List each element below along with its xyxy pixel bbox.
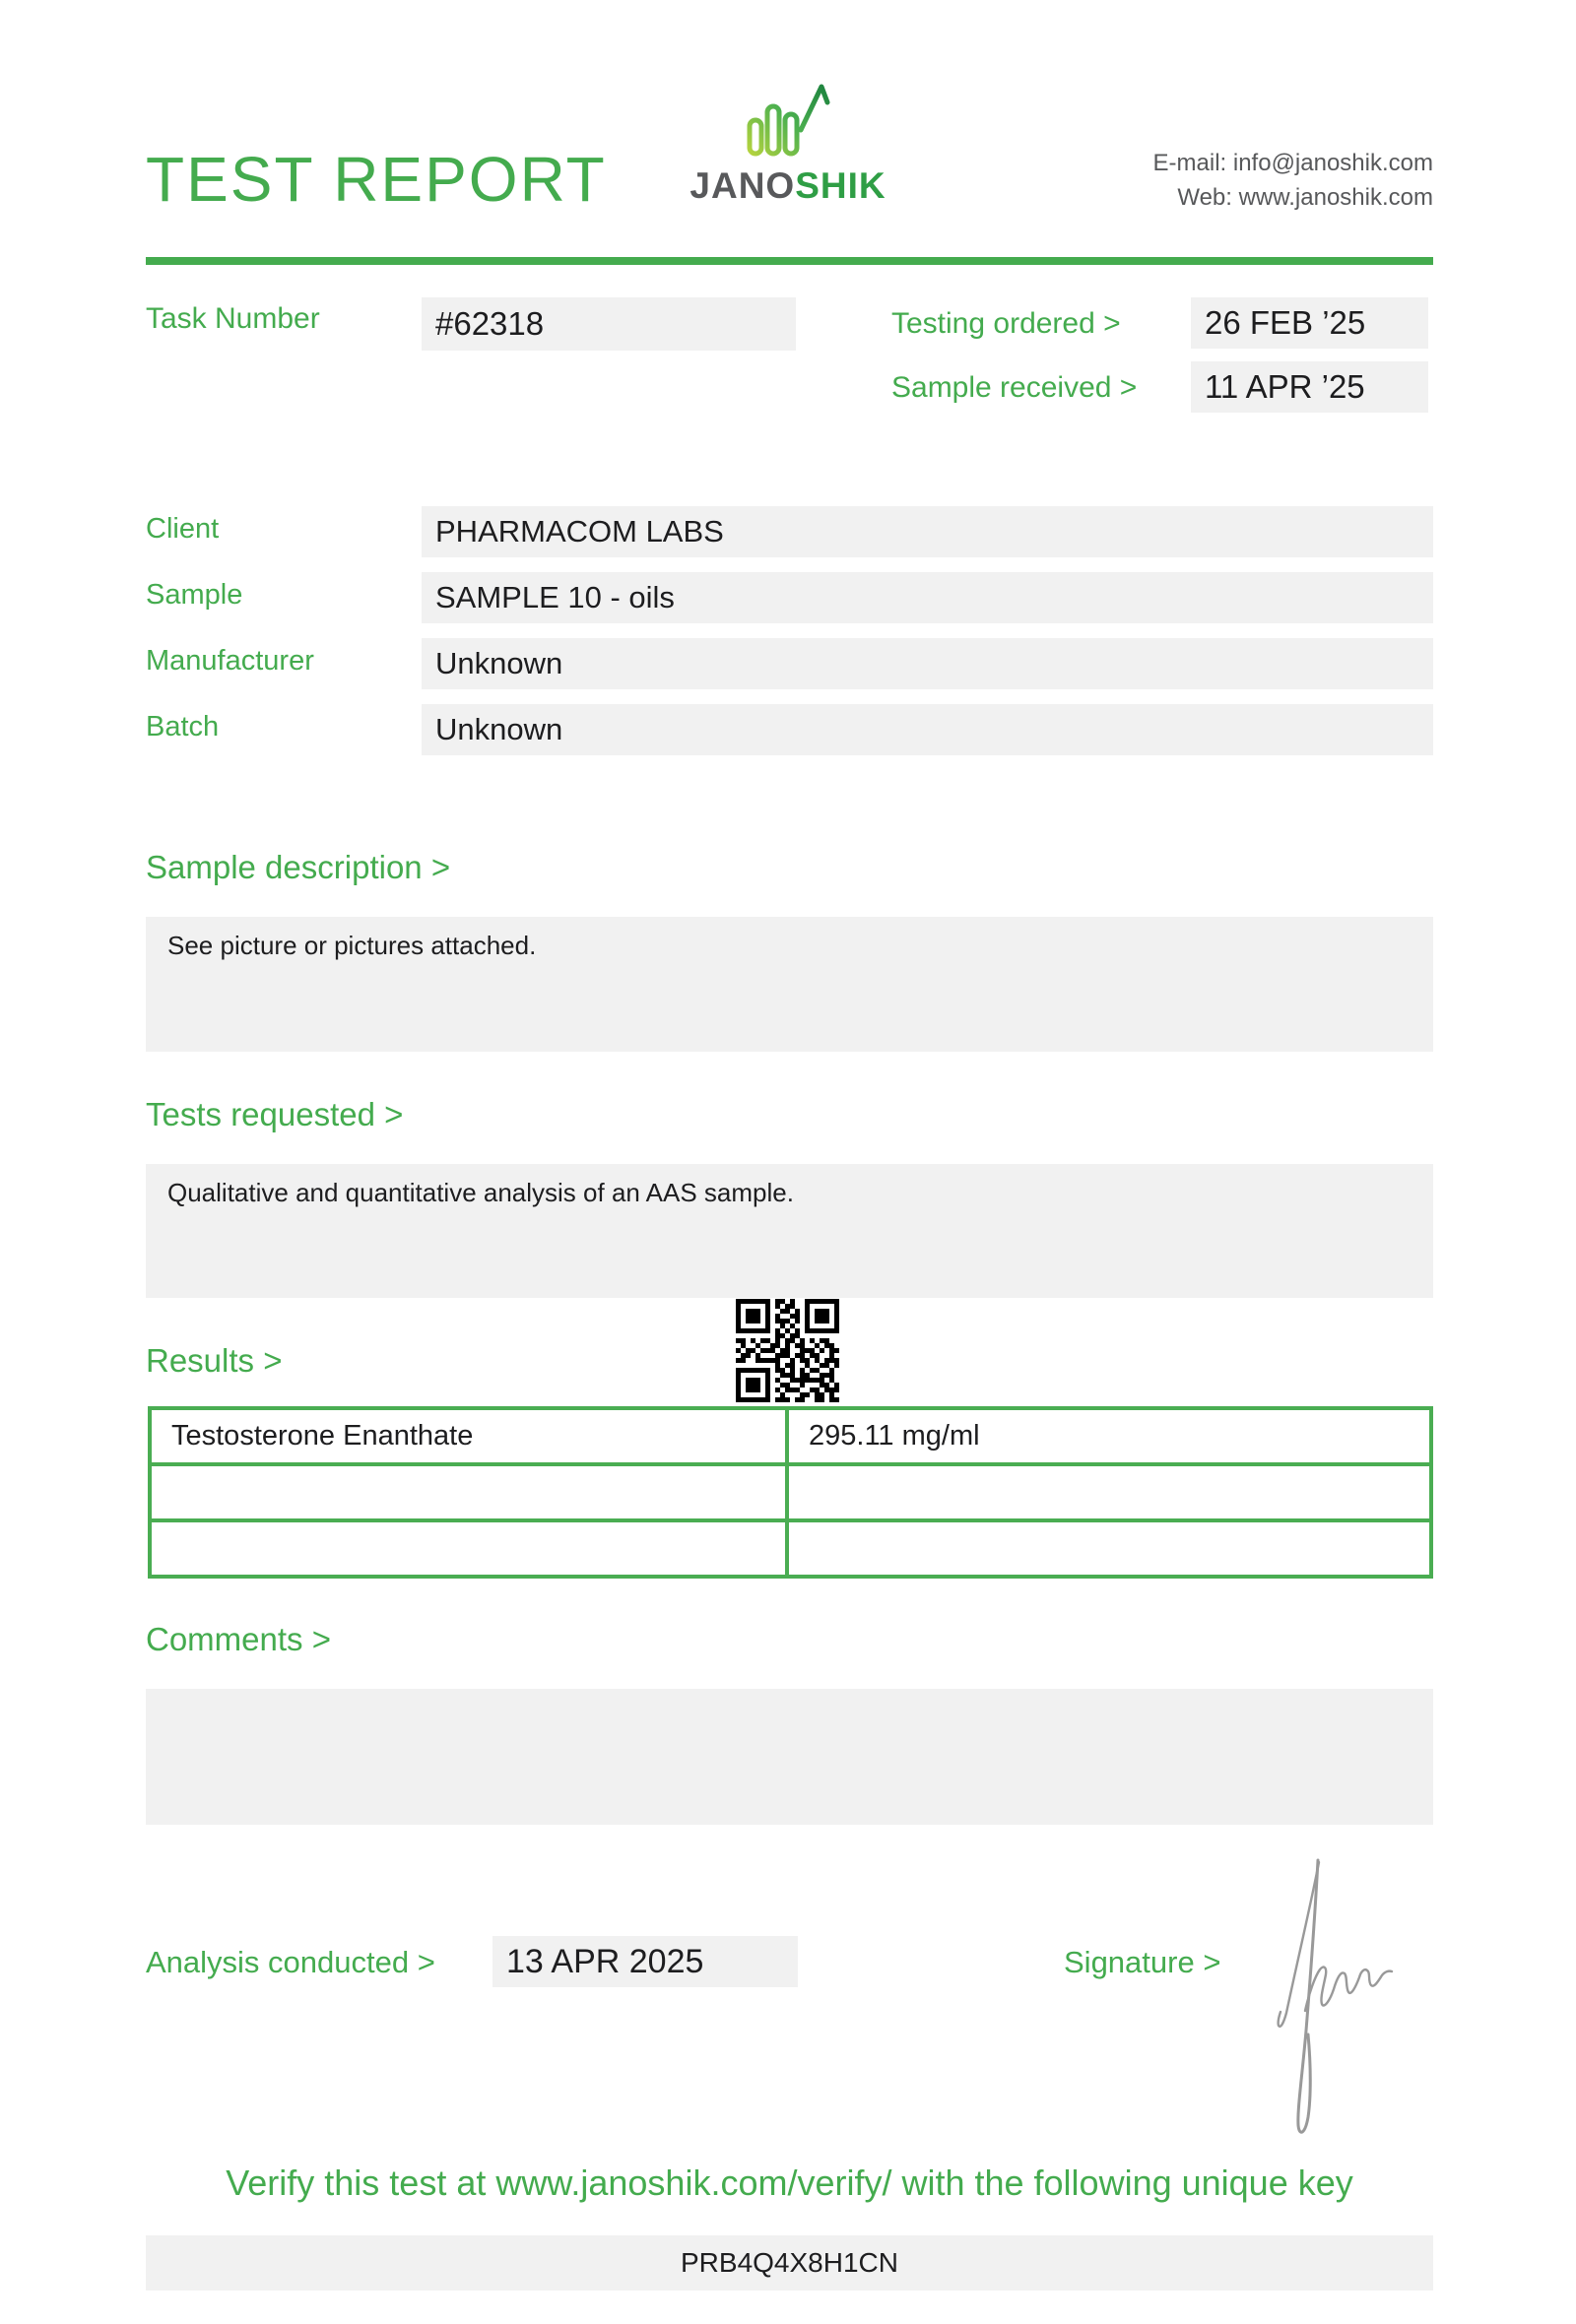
analysis-conducted-label: Analysis conducted >: [146, 1945, 435, 1979]
bar-chart-growth-icon: [744, 77, 832, 160]
results-table: [148, 1406, 1433, 1579]
result-substance: [150, 1464, 787, 1520]
testing-ordered-value: 26 FEB ’25: [1191, 297, 1428, 349]
tests-requested-text: Qualitative and quantitative analysis of an AAS sample.: [167, 1178, 794, 1207]
table-row: [150, 1464, 1431, 1520]
contact-block: [1153, 146, 1433, 215]
tests-requested-heading: Tests requested >: [146, 1096, 404, 1132]
task-number-value: #62318: [422, 297, 796, 351]
verify-key-box: [146, 2235, 1433, 2291]
qr-code: [736, 1299, 839, 1402]
signature-label: Signature >: [1064, 1945, 1221, 1979]
janoshik-logo: [675, 77, 901, 207]
logo-wordmark: [675, 165, 901, 207]
sample-description-heading: Sample description >: [146, 849, 451, 885]
verify-key: PRB4Q4X8H1CN: [681, 2247, 898, 2278]
table-row: [150, 1520, 1431, 1577]
task-number-label: Task Number: [146, 302, 320, 335]
comments-heading: Comments >: [146, 1621, 331, 1657]
result-value: [787, 1520, 1431, 1577]
sample-description-text: See picture or pictures attached.: [167, 931, 537, 960]
signature-scribble: [1261, 1841, 1409, 2147]
sample-received-value: 11 APR ’25: [1191, 361, 1428, 413]
logo-jano: JANO: [690, 165, 796, 206]
sample-received-label: Sample received >: [891, 371, 1138, 404]
client-value: PHARMACOM LABS: [422, 506, 1433, 557]
logo-shik: SHIK: [795, 165, 886, 206]
batch-label: Batch: [146, 711, 220, 742]
comments-text: [146, 1689, 1433, 1703]
verify-instruction: Verify this test at www.janoshik.com/verify/ with the following unique key: [226, 2163, 1353, 2203]
result-substance: [150, 1520, 787, 1577]
result-value: [787, 1464, 1431, 1520]
client-label: Client: [146, 513, 220, 545]
contact-web: Web: www.janoshik.com: [1177, 184, 1433, 211]
analysis-conducted-value: 13 APR 2025: [492, 1936, 798, 1987]
comments-box: [146, 1689, 1433, 1825]
sample-description-box: [146, 917, 1433, 1052]
batch-value: Unknown: [422, 704, 1433, 755]
sample-value: SAMPLE 10 - oils: [422, 572, 1433, 623]
sample-label: Sample: [146, 579, 243, 611]
page-title: TEST REPORT: [146, 144, 607, 215]
result-substance: Testosterone Enanthate: [150, 1408, 787, 1464]
result-value: 295.11 mg/ml: [787, 1408, 1431, 1464]
tests-requested-box: [146, 1164, 1433, 1298]
testing-ordered-label: Testing ordered >: [891, 307, 1121, 340]
manufacturer-value: Unknown: [422, 638, 1433, 689]
results-heading: Results >: [146, 1342, 283, 1379]
manufacturer-label: Manufacturer: [146, 645, 314, 677]
contact-email: E-mail: info@janoshik.com: [1152, 150, 1433, 176]
header-divider: [146, 257, 1433, 265]
table-row: [150, 1408, 1431, 1464]
